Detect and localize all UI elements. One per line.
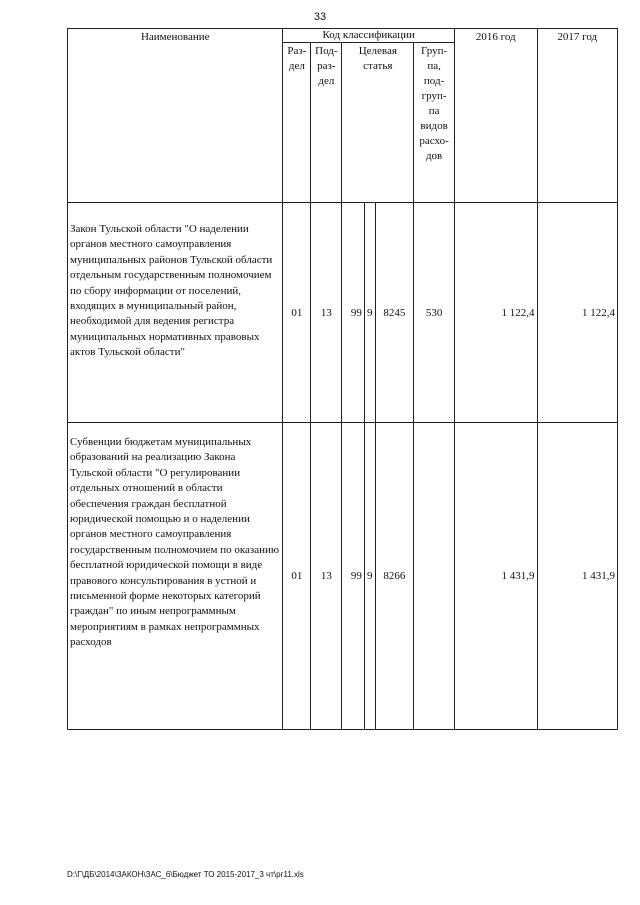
row-subsection: 13 <box>311 203 342 423</box>
header-subsection: Под- раз- дел <box>311 43 342 203</box>
row-group: 530 <box>414 203 455 423</box>
row-target-program: 99 <box>342 423 365 730</box>
header-year-2017: 2017 год <box>537 29 617 203</box>
row-group <box>414 423 455 730</box>
row-value-2017: 1 122,4 <box>537 203 617 423</box>
header-year-2016: 2016 год <box>454 29 537 203</box>
table-row <box>68 423 618 730</box>
row-value-2017: 1 431,9 <box>537 423 617 730</box>
header-section: Раз- дел <box>283 43 311 203</box>
header-target: Целевая статья <box>342 43 414 203</box>
file-path-footer: D:\Г\ДБ\2014\ЗАКОН\ЗАС_6\Бюджет ТО 2015-2017_3 чт\рг11.xls <box>67 870 304 879</box>
row-subsection: 13 <box>311 423 342 730</box>
row-section: 01 <box>283 203 311 423</box>
row-value-2016: 1 431,9 <box>454 423 537 730</box>
row-name: Субвенции бюджетам муниципальных образований на реализацию Закона Тульской области "О регулировании отдельных отношений в области обеспечения граждан бесплатной юридической помощью и о наделении органов местного самоуправления государственным полномочием по оказанию бесплатной юридической помощи в виде правового консультирования в устной и письменной форме некоторых категорий граждан" по иным непрограммным мероприятиям в рамках непрограммных расходов <box>68 423 283 730</box>
header-row-top <box>68 29 618 43</box>
row-target-program: 99 <box>342 203 365 423</box>
row-section: 01 <box>283 423 311 730</box>
row-value-2016: 1 122,4 <box>454 203 537 423</box>
row-name: Закон Тульской области "О наделении органов местного самоуправления муниципальных районов Тульской области отдельным государственным полномочием по сбору информации от поселений, входящих в муниципальный район, необходимой для ведения регистра муниципальных нормативных правовых актов Тульской области" <box>68 203 283 423</box>
page-number: 33 <box>313 11 327 23</box>
row-target-subprogram: 9 <box>364 423 375 730</box>
row-target-subprogram: 9 <box>364 203 375 423</box>
row-target-code: 8266 <box>375 423 414 730</box>
header-name: Наименование <box>68 29 283 203</box>
table-row <box>68 203 618 423</box>
header-classification: Код классификации <box>283 29 455 43</box>
header-group: Груп- па, под- груп- па видов расхо- дов <box>414 43 455 203</box>
budget-table <box>67 28 618 730</box>
row-target-code: 8245 <box>375 203 414 423</box>
